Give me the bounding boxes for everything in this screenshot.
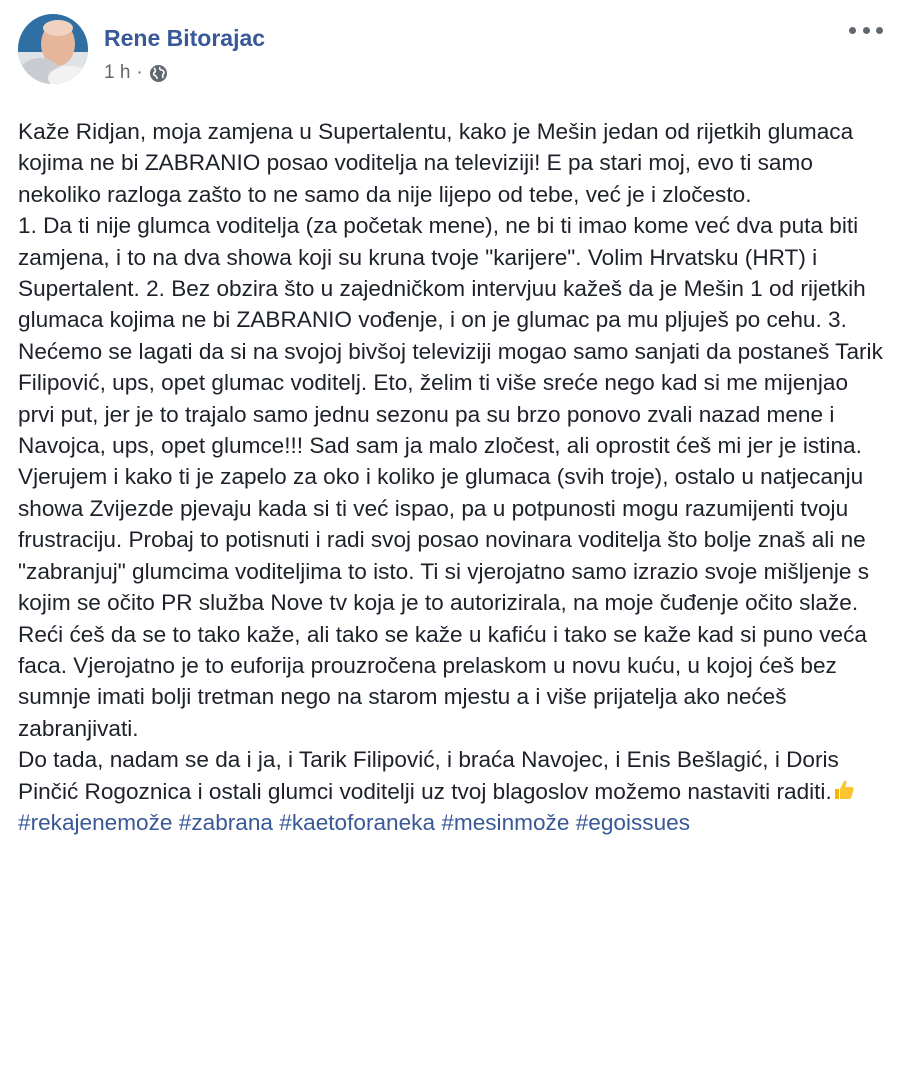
hashtag-list <box>18 807 885 838</box>
post-meta <box>104 14 265 84</box>
author-avatar[interactable] <box>18 14 88 84</box>
post-paragraph: Kaže Ridjan, moja zamjena u Supertalentu, kako je Mešin jedan od rijetkih glumaca kojima ne bi ZABRANIO posao voditelja na televiziji! E pa stari moj, evo ti samo nekoliko razloga zašto to ne samo da nije lijepo od tebe, već je i zločesto. <box>18 119 854 207</box>
post-paragraph: 1. Da ti nije glumca voditelja (za početak mene), ne bi ti imao kome već dva puta biti zamjena, i to na dva showa koji su kruna tvoje "karijere". Volim Hrvatsku (HRT) i Supertalent. 2. Bez obzira što u zajedničkom intervjuu kažeš da je Mešin 1 od rijetkih glumaca kojima ne bi ZABRANIO vođenje, i on je glumac pa mu pljuješ po cehu. 3. Nećemo se lagati da si na svojoj bivšoj televiziji mogao samo sanjati da postaneš Tarik Filipović, ups, opet glumac voditelj. Eto, želim ti više sreće nego kad si me mijenjao prvi put, jer je to trajalo samo jednu sezonu pa su brzo ponovo zvali nazad mene i Navojca, ups, opet glumce!!! Sad sam ja malo zločest, ali oprostit ćeš mi jer je istina. Vjerujem i kako ti je zapelo za oko i koliko je glumaca (svih troje), ostalo u natjecanju showa Zvijezde pjevaju kada si ti već ispao, pa u potpunosti mogu razumijenti tvoju frustraciju. Probaj to potisnuti i radi svoj posao novinara voditelja što bolje znaš ali ne "zabranjuj" glumcima voditeljima to isto. Ti si vjerojatno samo izrazio svoje mišljenje s kojim se očito PR služba Nove tv koja je to autorizirala, na moje čuđenje očito slaže. Reći ćeš da se to tako kaže, ali tako se kaže u kafiću i tako se kaže kad si puno veća faca. Vjerojatno je to euforija prouzročena prelaskom u novu kuću, u kojoj ćeš bez sumnje imati bolji tretman nego na starom mjestu a i više prijatelja ako nećeš zabranjivati. <box>18 213 883 741</box>
post-paragraph <box>18 744 885 807</box>
post-body <box>18 116 885 838</box>
hashtag-link[interactable]: #kaetoforaneka <box>279 809 436 835</box>
ellipsis-icon <box>876 27 883 34</box>
thumbs-up-icon <box>832 778 856 802</box>
hashtag-link[interactable]: #egoissues <box>575 809 690 835</box>
hashtag-link[interactable]: #mesinmože <box>441 809 570 835</box>
globe-icon[interactable] <box>149 64 168 83</box>
more-options-button[interactable] <box>849 20 883 40</box>
hashtag-link[interactable]: #zabrana <box>178 809 273 835</box>
separator-dot: · <box>136 62 143 83</box>
ellipsis-icon <box>849 27 856 34</box>
hashtag-link[interactable]: #rekajenemože <box>18 809 173 835</box>
post-paragraph-text: Do tada, nadam se da i ja, i Tarik Filipović, i braća Navojec, i Enis Bešlagić, i Doris Pinčić Rogoznica i ostali glumci voditelji uz tvoj blagoslov možemo nastaviti raditi. <box>18 747 839 804</box>
ellipsis-icon <box>863 27 870 34</box>
post-subline <box>104 62 265 84</box>
author-name[interactable]: Rene Bitorajac <box>104 25 266 51</box>
post-timestamp[interactable]: 1 h <box>104 62 131 83</box>
post-header <box>18 14 885 102</box>
